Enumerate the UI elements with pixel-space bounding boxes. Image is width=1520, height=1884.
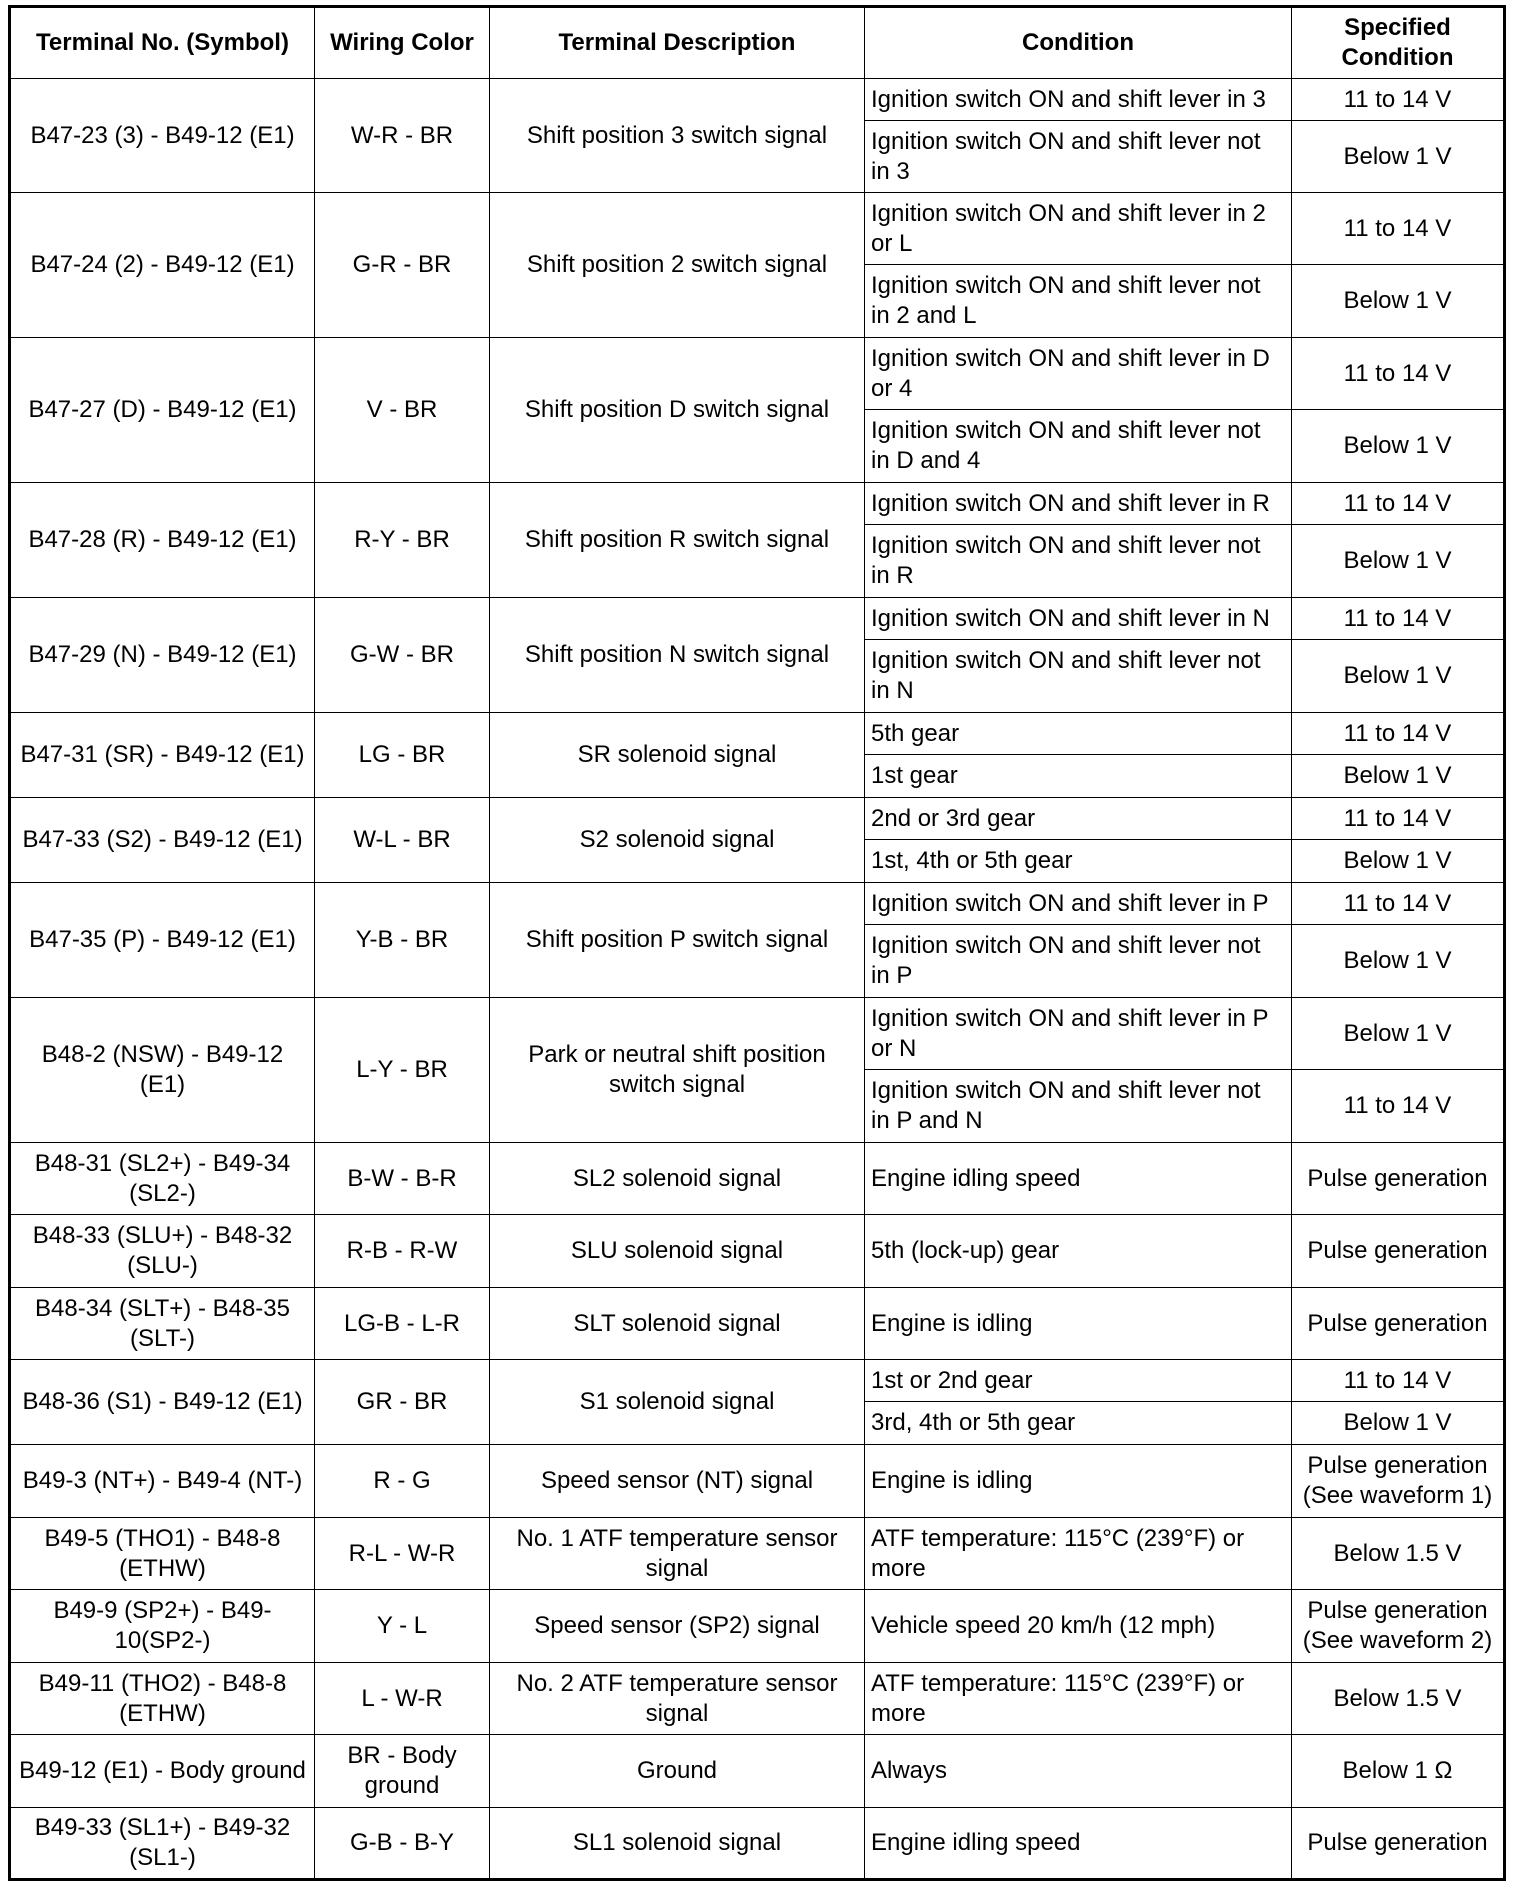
condition-cell: ATF temperature: 115°C (239°F) or more [865, 1663, 1292, 1735]
wiring-color-cell: R-Y - BR [315, 483, 490, 598]
table-row [10, 1445, 1505, 1518]
condition-cell: 1st, 4th or 5th gear [865, 840, 1292, 883]
table-row [10, 1215, 1505, 1288]
terminal-cell: B47-23 (3) - B49-12 (E1) [10, 79, 315, 193]
specified-condition-cell: Below 1 V [1292, 410, 1505, 483]
description-cell: SLT solenoid signal [490, 1288, 865, 1360]
wiring-color-cell: R - G [315, 1445, 490, 1518]
description-cell: Shift position R switch signal [490, 483, 865, 598]
wiring-color-cell: W-R - BR [315, 79, 490, 193]
condition-cell: 5th gear [865, 713, 1292, 755]
condition-cell: ATF temperature: 115°C (239°F) or more [865, 1518, 1292, 1590]
condition-cell: Engine idling speed [865, 1808, 1292, 1880]
condition-cell: Vehicle speed 20 km/h (12 mph) [865, 1590, 1292, 1663]
table-row [10, 598, 1505, 640]
header-row [10, 7, 1505, 79]
terminal-table [8, 5, 1506, 1881]
specified-condition-cell: 11 to 14 V [1292, 79, 1505, 121]
wiring-color-cell: Y - L [315, 1590, 490, 1663]
terminal-cell: B47-33 (S2) - B49-12 (E1) [10, 798, 315, 883]
condition-cell: Always [865, 1735, 1292, 1808]
condition-cell: Ignition switch ON and shift lever in 2 or L [865, 193, 1292, 265]
terminal-cell: B47-24 (2) - B49-12 (E1) [10, 193, 315, 338]
specified-condition-cell: Below 1.5 V [1292, 1518, 1505, 1590]
condition-cell: Ignition switch ON and shift lever not in 3 [865, 121, 1292, 193]
specified-condition-cell: Below 1 Ω [1292, 1735, 1505, 1808]
wiring-color-cell: W-L - BR [315, 798, 490, 883]
table-row [10, 883, 1505, 925]
condition-cell: 2nd or 3rd gear [865, 798, 1292, 840]
condition-cell: 1st gear [865, 755, 1292, 798]
description-cell: No. 2 ATF temperature sensor signal [490, 1663, 865, 1735]
table-row [10, 483, 1505, 525]
specified-condition-cell: Pulse generation [1292, 1215, 1505, 1288]
condition-cell: Engine is idling [865, 1445, 1292, 1518]
description-cell: S2 solenoid signal [490, 798, 865, 883]
specified-condition-cell: 11 to 14 V [1292, 798, 1505, 840]
specified-condition-cell: Below 1 V [1292, 840, 1505, 883]
description-cell: No. 1 ATF temperature sensor signal [490, 1518, 865, 1590]
condition-cell: 1st or 2nd gear [865, 1360, 1292, 1402]
table-row [10, 79, 1505, 121]
table-row [10, 713, 1505, 755]
specified-condition-cell: Below 1 V [1292, 998, 1505, 1070]
specified-condition-cell: Pulse generation [1292, 1143, 1505, 1215]
wiring-color-cell: G-W - BR [315, 598, 490, 713]
specified-condition-cell: 11 to 14 V [1292, 1360, 1505, 1402]
specified-condition-cell: Pulse generation [1292, 1808, 1505, 1880]
condition-cell: Ignition switch ON and shift lever in N [865, 598, 1292, 640]
condition-cell: Engine is idling [865, 1288, 1292, 1360]
terminal-cell: B49-9 (SP2+) - B49-10(SP2-) [10, 1590, 315, 1663]
specified-condition-cell: 11 to 14 V [1292, 883, 1505, 925]
wiring-color-cell: B-W - B-R [315, 1143, 490, 1215]
terminal-cell: B48-2 (NSW) - B49-12 (E1) [10, 998, 315, 1143]
terminal-cell: B47-28 (R) - B49-12 (E1) [10, 483, 315, 598]
specified-condition-cell: 11 to 14 V [1292, 338, 1505, 410]
specified-condition-cell: 11 to 14 V [1292, 713, 1505, 755]
table-row [10, 1735, 1505, 1808]
description-cell: Park or neutral shift position switch signal [490, 998, 865, 1143]
specified-condition-cell: Below 1.5 V [1292, 1663, 1505, 1735]
description-cell: Speed sensor (SP2) signal [490, 1590, 865, 1663]
terminal-cell: B47-29 (N) - B49-12 (E1) [10, 598, 315, 713]
terminal-cell: B49-5 (THO1) - B48-8 (ETHW) [10, 1518, 315, 1590]
terminal-cell: B47-27 (D) - B49-12 (E1) [10, 338, 315, 483]
condition-cell: Engine idling speed [865, 1143, 1292, 1215]
condition-cell: 5th (lock-up) gear [865, 1215, 1292, 1288]
terminal-cell: B49-33 (SL1+) - B49-32 (SL1-) [10, 1808, 315, 1880]
header-wiring-color: Wiring Color [315, 7, 490, 79]
description-cell: Shift position 2 switch signal [490, 193, 865, 338]
table-row [10, 193, 1505, 265]
condition-cell: Ignition switch ON and shift lever in P [865, 883, 1292, 925]
specified-condition-cell: Pulse generation (See waveform 1) [1292, 1445, 1505, 1518]
condition-cell: Ignition switch ON and shift lever not in P and N [865, 1070, 1292, 1143]
terminal-cell: B48-33 (SLU+) - B48-32 (SLU-) [10, 1215, 315, 1288]
terminal-cell: B47-35 (P) - B49-12 (E1) [10, 883, 315, 998]
condition-cell: Ignition switch ON and shift lever not in D and 4 [865, 410, 1292, 483]
condition-cell: 3rd, 4th or 5th gear [865, 1402, 1292, 1445]
wiring-color-cell: BR - Body ground [315, 1735, 490, 1808]
specified-condition-cell: Below 1 V [1292, 525, 1505, 598]
terminal-cell: B49-12 (E1) - Body ground [10, 1735, 315, 1808]
description-cell: Speed sensor (NT) signal [490, 1445, 865, 1518]
terminal-cell: B48-36 (S1) - B49-12 (E1) [10, 1360, 315, 1445]
specified-condition-cell: Below 1 V [1292, 265, 1505, 338]
specified-condition-cell: 11 to 14 V [1292, 483, 1505, 525]
description-cell: SR solenoid signal [490, 713, 865, 798]
table-row [10, 798, 1505, 840]
description-cell: Shift position 3 switch signal [490, 79, 865, 193]
table-row [10, 1360, 1505, 1402]
specified-condition-cell: 11 to 14 V [1292, 1070, 1505, 1143]
header-terminal: Terminal No. (Symbol) [10, 7, 315, 79]
wiring-color-cell: V - BR [315, 338, 490, 483]
table-row [10, 998, 1505, 1070]
wiring-color-cell: R-B - R-W [315, 1215, 490, 1288]
description-cell: Shift position N switch signal [490, 598, 865, 713]
specified-condition-cell: Pulse generation [1292, 1288, 1505, 1360]
table-row [10, 1143, 1505, 1215]
header-terminal-description: Terminal Description [490, 7, 865, 79]
wiring-color-cell: LG-B - L-R [315, 1288, 490, 1360]
condition-cell: Ignition switch ON and shift lever in 3 [865, 79, 1292, 121]
description-cell: SL1 solenoid signal [490, 1808, 865, 1880]
condition-cell: Ignition switch ON and shift lever not in 2 and L [865, 265, 1292, 338]
specified-condition-cell: 11 to 14 V [1292, 193, 1505, 265]
header-specified-condition: Specified Condition [1292, 7, 1505, 79]
terminal-cell: B48-31 (SL2+) - B49-34 (SL2-) [10, 1143, 315, 1215]
specified-condition-cell: Below 1 V [1292, 755, 1505, 798]
specified-condition-cell: 11 to 14 V [1292, 598, 1505, 640]
table-row [10, 338, 1505, 410]
table-body [10, 79, 1505, 1880]
description-cell: SLU solenoid signal [490, 1215, 865, 1288]
condition-cell: Ignition switch ON and shift lever in D or 4 [865, 338, 1292, 410]
specified-condition-cell: Pulse generation (See waveform 2) [1292, 1590, 1505, 1663]
specified-condition-cell: Below 1 V [1292, 640, 1505, 713]
condition-cell: Ignition switch ON and shift lever in P or N [865, 998, 1292, 1070]
wiring-color-cell: G-B - B-Y [315, 1808, 490, 1880]
wiring-color-cell: L - W-R [315, 1663, 490, 1735]
description-cell: Ground [490, 1735, 865, 1808]
table-row [10, 1518, 1505, 1590]
description-cell: S1 solenoid signal [490, 1360, 865, 1445]
specified-condition-cell: Below 1 V [1292, 121, 1505, 193]
condition-cell: Ignition switch ON and shift lever in R [865, 483, 1292, 525]
wiring-color-cell: Y-B - BR [315, 883, 490, 998]
terminal-cell: B48-34 (SLT+) - B48-35 (SLT-) [10, 1288, 315, 1360]
wiring-color-cell: R-L - W-R [315, 1518, 490, 1590]
terminal-cell: B49-3 (NT+) - B49-4 (NT-) [10, 1445, 315, 1518]
condition-cell: Ignition switch ON and shift lever not in R [865, 525, 1292, 598]
description-cell: Shift position D switch signal [490, 338, 865, 483]
terminal-cell: B49-11 (THO2) - B48-8 (ETHW) [10, 1663, 315, 1735]
wiring-color-cell: GR - BR [315, 1360, 490, 1445]
terminal-cell: B47-31 (SR) - B49-12 (E1) [10, 713, 315, 798]
table-row [10, 1663, 1505, 1735]
specified-condition-cell: Below 1 V [1292, 1402, 1505, 1445]
header-condition: Condition [865, 7, 1292, 79]
specified-condition-cell: Below 1 V [1292, 925, 1505, 998]
table-row [10, 1590, 1505, 1663]
description-cell: Shift position P switch signal [490, 883, 865, 998]
description-cell: SL2 solenoid signal [490, 1143, 865, 1215]
wiring-color-cell: LG - BR [315, 713, 490, 798]
table-row [10, 1808, 1505, 1880]
condition-cell: Ignition switch ON and shift lever not in P [865, 925, 1292, 998]
wiring-color-cell: L-Y - BR [315, 998, 490, 1143]
table-row [10, 1288, 1505, 1360]
terminal-table-wrapper [8, 5, 1506, 1881]
wiring-color-cell: G-R - BR [315, 193, 490, 338]
condition-cell: Ignition switch ON and shift lever not in N [865, 640, 1292, 713]
